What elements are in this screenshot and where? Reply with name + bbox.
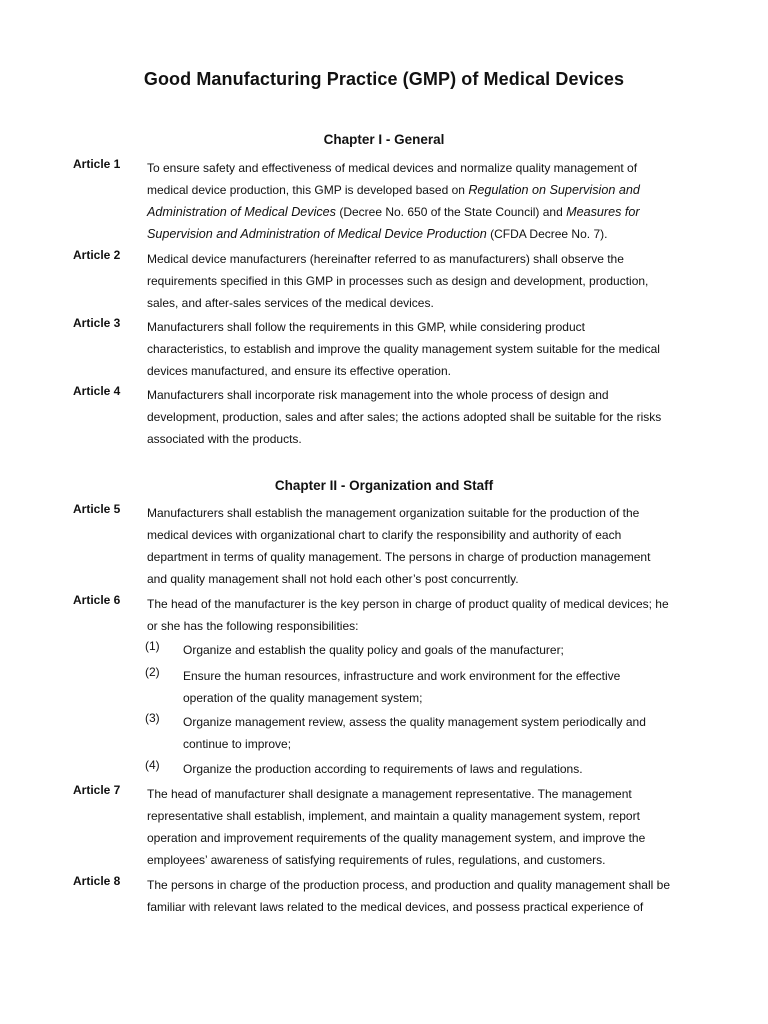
- text-segment: medical devices with organizational chart to clarify the responsibility and authority of each: [147, 528, 622, 542]
- article-label: Article 5: [73, 502, 121, 516]
- text-line: [147, 502, 703, 524]
- text-segment: The head of the manufacturer is the key person in charge of product quality of medical devices; he: [147, 597, 669, 611]
- text-segment: or she has the following responsibilities:: [147, 619, 359, 633]
- text-segment: The head of manufacturer shall designate a management representative. The management: [147, 787, 632, 801]
- text-segment: sales, and after-sales services of the medical devices.: [147, 296, 434, 310]
- text-segment: and quality management shall not hold each other’s post concurrently.: [147, 572, 519, 586]
- article-label: Article 7: [73, 783, 121, 797]
- item-number: (2): [145, 665, 160, 679]
- italic-reference: Supervision and Administration of Medical Device Production: [147, 227, 487, 241]
- text-segment: employees’ awareness of satisfying requirements of rules, regulations, and customers.: [147, 853, 606, 867]
- text-segment: To ensure safety and effectiveness of medical devices and normalize quality management of: [147, 161, 638, 175]
- text-segment: The persons in charge of the production process, and production and quality management shall be: [147, 878, 670, 892]
- text-segment: devices manufactured, and ensure its effective operation.: [147, 364, 451, 378]
- article-text: [147, 384, 703, 450]
- text-line: [147, 338, 703, 360]
- text-line: [147, 248, 703, 270]
- article-text: [147, 874, 703, 918]
- item-text: [183, 665, 703, 709]
- text-line: [147, 874, 703, 896]
- italic-reference: Administration of Medical Devices: [147, 205, 336, 219]
- text-line: [147, 896, 703, 918]
- text-segment: Manufacturers shall incorporate risk management into the whole process of design and: [147, 388, 609, 402]
- article-text: [147, 248, 703, 314]
- italic-reference: Measures for: [566, 205, 640, 219]
- article-label: Article 2: [73, 248, 121, 262]
- item-number: (4): [145, 758, 160, 772]
- text-line: [147, 223, 703, 245]
- text-segment: (CFDA Decree No. 7).: [486, 227, 608, 241]
- article-label: Article 6: [73, 593, 121, 607]
- text-line: [147, 568, 703, 590]
- text-segment: development, production, sales and after sales; the actions adopted shall be suitable for the risks: [147, 410, 662, 424]
- text-line: [147, 201, 703, 223]
- text-line: Organize management review, assess the quality management system periodically and: [183, 715, 646, 729]
- text-segment: associated with the products.: [147, 432, 302, 446]
- item-text: [183, 639, 703, 661]
- text-segment: representative shall establish, implement, and maintain a quality management system, report: [147, 809, 640, 823]
- text-segment: operation and improvement requirements of the quality management system, and improve the: [147, 831, 646, 845]
- text-line: [147, 406, 703, 428]
- text-line: [147, 157, 703, 179]
- item-text: [183, 711, 703, 755]
- text-line: Organize and establish the quality policy and goals of the manufacturer;: [183, 643, 564, 657]
- text-line: [147, 524, 703, 546]
- text-segment: requirements specified in this GMP in processes such as design and development, production,: [147, 274, 649, 288]
- text-line: [147, 615, 703, 637]
- article-text: [147, 783, 703, 871]
- text-segment: familiar with relevant laws related to the medical devices, and possess practical experience of: [147, 900, 644, 914]
- text-line: [147, 360, 703, 382]
- text-segment: Manufacturers shall establish the management organization suitable for the production of the: [147, 506, 640, 520]
- article-label: Article 4: [73, 384, 121, 398]
- text-segment: Medical device manufacturers (hereinafter referred to as manufacturers) shall observe the: [147, 252, 624, 266]
- text-line: [147, 316, 703, 338]
- article-text: [147, 157, 703, 245]
- text-segment: Manufacturers shall follow the requirements in this GMP, while considering product: [147, 320, 585, 334]
- article-text: [147, 316, 703, 382]
- italic-reference: Regulation on Supervision and: [468, 183, 640, 197]
- text-line: [147, 827, 703, 849]
- text-line: [147, 546, 703, 568]
- text-line: [147, 179, 703, 201]
- text-line: [147, 593, 703, 615]
- text-segment: (Decree No. 650 of the State Council) and: [335, 205, 567, 219]
- item-text: [183, 758, 703, 780]
- article-label: Article 8: [73, 874, 121, 888]
- article-text: [147, 502, 703, 590]
- article-label: Article 1: [73, 157, 121, 171]
- article-label: Article 3: [73, 316, 121, 330]
- text-line: operation of the quality management system;: [183, 691, 423, 705]
- document-title: Good Manufacturing Practice (GMP) of Medical Devices: [143, 69, 625, 89]
- text-line: [147, 270, 703, 292]
- chapter-title: Chapter I - General: [323, 132, 445, 147]
- text-line: [147, 783, 703, 805]
- text-line: Organize the production according to requirements of laws and regulations.: [183, 762, 583, 776]
- article-text: [147, 593, 703, 637]
- text-line: [147, 428, 703, 450]
- text-segment: department in terms of quality management. The persons in charge of production management: [147, 550, 651, 564]
- text-line: [147, 849, 703, 871]
- text-line: [147, 384, 703, 406]
- text-segment: characteristics, to establish and improve the quality management system suitable for the medical: [147, 342, 660, 356]
- item-number: (3): [145, 711, 160, 725]
- chapter-title: Chapter II - Organization and Staff: [274, 478, 494, 493]
- text-line: Ensure the human resources, infrastructure and work environment for the effective: [183, 669, 621, 683]
- item-number: (1): [145, 639, 160, 653]
- text-line: [147, 805, 703, 827]
- text-segment: medical device production, this GMP is developed based on: [147, 183, 469, 197]
- text-line: continue to improve;: [183, 737, 292, 751]
- text-line: [147, 292, 703, 314]
